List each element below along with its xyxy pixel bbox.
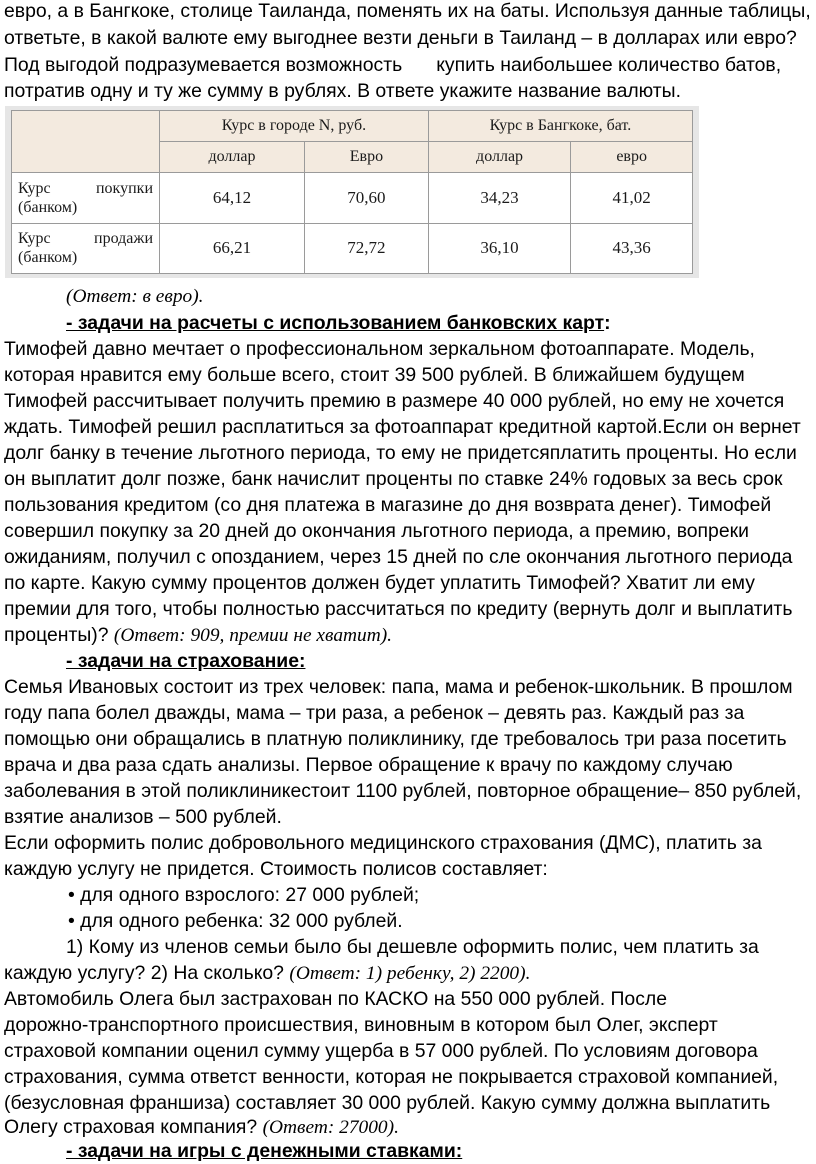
- buy-dollar-city: 64,12: [160, 173, 305, 224]
- row-label-buy: Курс покупки (банком): [12, 173, 160, 224]
- kasko-line-6: [4, 1114, 399, 1141]
- answer-insurance: (Ответ: 1) ребенку, 2) 2200).: [289, 963, 531, 984]
- cards-line-7: пользования кредитом (со дня платежа в магазине до дня возврата денег). Тимофей: [4, 494, 772, 516]
- intro-line-2: ответьте, в какой валюте ему выгоднее везти деньги в Таиланд – в долларах или евро?: [4, 27, 797, 49]
- answer-cards: (Ответ: 909, премии не хватит).: [113, 625, 393, 646]
- buy-euro-bangkok: 41,02: [571, 173, 693, 224]
- cards-line-4: ждать. Тимофей решил расплатиться за фотоаппарат кредитной картой.Если он вернет: [4, 416, 801, 438]
- header-bangkok-rate: Курс в Бангкоке, бат.: [428, 111, 692, 142]
- bullet-adult: • для одного взрослого: 27 000 рублей;: [68, 884, 420, 906]
- section-heading-games: [66, 1138, 462, 1164]
- table-row-sell: [12, 223, 693, 274]
- insurance-line-1: Семья Ивановых состоит из трех человек: папа, мама и ребенок-школьник. В прошлом: [4, 676, 793, 698]
- heading-games-text: - задачи на игры с денежными ставками:: [66, 1140, 463, 1162]
- kasko-line-5: (безусловная франшиза) составляет 30 000 рублей. Какую сумму должна выплатить: [4, 1092, 771, 1114]
- intro-line-3a: Под выгодой подразумевается возможность: [4, 54, 403, 76]
- insurance-line-7: Если оформить полис добровольного медицинского страхования (ДМС), платить за: [4, 832, 762, 854]
- section-heading-cards: [66, 310, 611, 336]
- insurance-line-4: врача и два раза сдать анализы. Первое обращение к врачу по каждому случаю: [4, 754, 733, 776]
- section-heading-insurance: [66, 648, 305, 674]
- col-dollar-bangkok: доллар: [428, 142, 570, 173]
- kasko-line-2: дорожно-транспортного происшествия, виновным в котором был Олег, эксперт: [4, 1014, 718, 1036]
- insurance-line-2: году папа болел дважды, мама – три раза, а ребенок – девять раз. Каждый раз за: [4, 702, 745, 724]
- insurance-question-2: [4, 960, 530, 987]
- insurance-line-6: взятие анализов – 500 рублей.: [4, 806, 282, 828]
- kasko-line-3: страховой компании оценил сумму ущерба в 57 000 рублей. По условиям договора: [4, 1040, 758, 1062]
- col-euro-bangkok: евро: [571, 142, 693, 173]
- kasko-line-4: страхования, сумма ответст венности, которая не покрывается страховой компанией,: [4, 1066, 779, 1088]
- cards-line-10: по карте. Какую сумму процентов должен будет уплатить Тимофей? Хватит ли ему: [4, 572, 755, 594]
- heading-cards-colon: :: [604, 312, 611, 334]
- insurance-line-8: каждую услугу не придется. Стоимость полисов составляет:: [4, 858, 548, 880]
- row-label-sell: Курс продажи (банком): [12, 223, 160, 274]
- cards-line-11: премии для того, чтобы полностью рассчитаться по кредиту (вернуть долг и выплатить: [4, 598, 793, 620]
- intro-line-1: евро, а в Бангкоке, столице Таиланда, поменять их на баты. Используя данные таблицы,: [4, 0, 811, 22]
- buy-euro-city: 70,60: [304, 173, 428, 224]
- heading-cards-text: - задачи на расчеты с использованием банковских карт: [66, 312, 605, 334]
- table-row-buy: [12, 173, 693, 224]
- exchange-rate-table-frame: [5, 106, 699, 278]
- intro-line-3b: купить наибольшее количество батов,: [436, 54, 782, 76]
- answer-euro: (Ответ: в евро).: [66, 286, 204, 307]
- kasko-line-1: Автомобиль Олега был застрахован по КАСКО на 550 000 рублей. После: [4, 988, 668, 1010]
- answer-kasko: (Ответ: 27000).: [262, 1117, 399, 1138]
- intro-line-4: потратив одну и ту же сумму в рублях. В ответе укажите название валюты.: [4, 80, 682, 102]
- cards-line-1: Тимофей давно мечтает о профессиональном зеркальном фотоаппарате. Модель,: [4, 338, 755, 360]
- intro-line-3: [4, 52, 781, 78]
- cards-line-9: ожиданиям, получил с опозданием, через 15 дней по сле окончания льготного периода: [4, 546, 793, 568]
- buy-dollar-bangkok: 34,23: [428, 173, 570, 224]
- insurance-line-5: заболевания в этой поликлиникестоит 1100 рублей, повторное обращение– 850 рублей,: [4, 780, 802, 802]
- sell-euro-bangkok: 43,36: [571, 223, 693, 274]
- insurance-question: 1) Кому из членов семьи было бы дешевле оформить полис, чем платить за: [66, 936, 759, 958]
- insurance-line-3: помощью они обращались в платную поликлинику, где требовалось три раза посетить: [4, 728, 787, 750]
- sell-dollar-city: 66,21: [160, 223, 305, 274]
- col-euro-city: Евро: [304, 142, 428, 173]
- insurance-question-2-text: каждую услугу? 2) На сколько?: [4, 962, 290, 984]
- col-dollar-city: доллар: [160, 142, 305, 173]
- table-corner-cell: [12, 111, 160, 173]
- bullet-child: • для одного ребенка: 32 000 рублей.: [68, 910, 403, 932]
- kasko-last-line-text: Олегу страховая компания?: [4, 1116, 263, 1138]
- sell-euro-city: 72,72: [304, 223, 428, 274]
- cards-line-5: долг банку в течение льготного периода, то ему не придетсяплатить проценты. Но если: [4, 442, 797, 464]
- cards-last-line-text: проценты)?: [4, 624, 114, 646]
- cards-line-6: он выплатит долг позже, банк начислит проценты по ставке 24% годовых за весь срок: [4, 468, 783, 490]
- cards-line-12: [4, 622, 392, 649]
- cards-line-3: Тимофей рассчитывает получить премию в размере 40 000 рублей, но ему не хочется: [4, 390, 785, 412]
- cards-line-2: которая нравится ему больше всего, стоит 39 500 рублей. В ближайшем будущем: [4, 364, 745, 386]
- sell-dollar-bangkok: 36,10: [428, 223, 570, 274]
- cards-line-8: совершил покупку за 20 дней до окончания льготного периода, а премию, вопреки: [4, 520, 749, 542]
- heading-insurance-text: - задачи на страхование:: [66, 650, 306, 672]
- header-city-rate: Курс в городе N, руб.: [160, 111, 429, 142]
- exchange-rate-table: [11, 110, 693, 274]
